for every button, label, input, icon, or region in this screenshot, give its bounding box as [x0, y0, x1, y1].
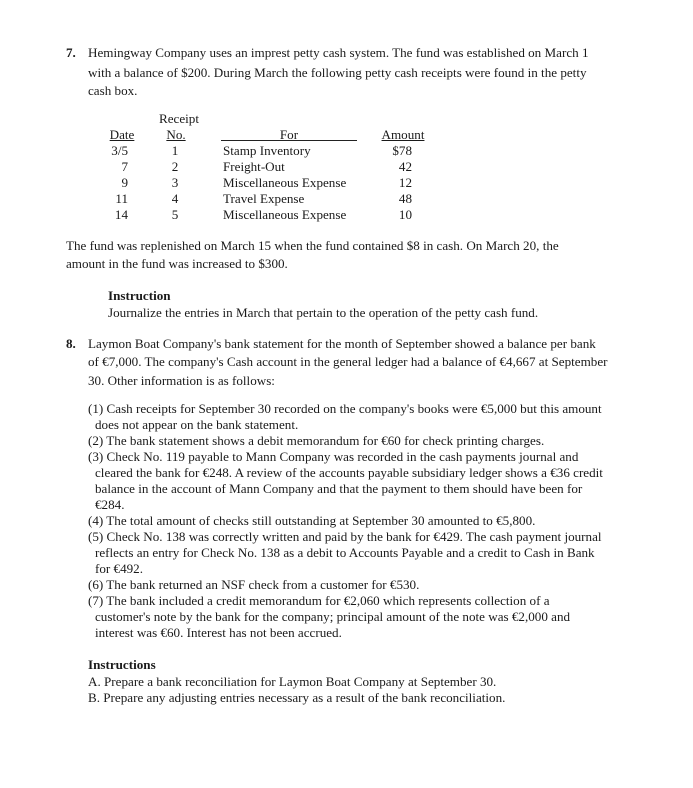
cell-date: 14: [114, 207, 128, 222]
item-line: (3) Check No. 119 payable to Mann Company was recorded in the cash payments journal and: [88, 449, 579, 464]
cell-no: 1: [171, 143, 179, 158]
item-line: (5) Check No. 138 was correctly written and paid by the bank for €429. The cash payment journal: [88, 529, 602, 544]
item-line: (6) The bank returned an NSF check from a customer for €530.: [88, 577, 420, 592]
intro-line: Laymon Boat Company's bank statement for the month of September showed a balance per bank: [88, 336, 596, 351]
cell-no: 2: [171, 159, 179, 174]
cell-for: Miscellaneous Expense: [223, 175, 347, 190]
header-date: Date: [109, 127, 135, 142]
item-line: (1) Cash receipts for September 30 recorded on the company's books were €5,000 but this amount: [88, 401, 602, 416]
intro-line: with a balance of $200. During March the following petty cash receipts were found in the petty: [88, 65, 587, 80]
cell-for: Freight-Out: [223, 159, 285, 174]
cell-date: 9: [121, 175, 128, 190]
cell-no: 3: [171, 175, 179, 190]
instruction-a: A. Prepare a bank reconciliation for Laymon Boat Company at September 30.: [88, 674, 497, 689]
cell-date: 11: [115, 191, 128, 206]
item-line: balance in the account of Mann Company and that the payment to them should have been for: [95, 481, 583, 496]
item-line: does not appear on the bank statement.: [95, 417, 299, 432]
header-no: No.: [166, 127, 186, 142]
cell-amount: 48: [398, 191, 412, 206]
item-line: €284.: [95, 497, 125, 512]
cell-no: 4: [171, 191, 179, 206]
cell-amount: 42: [398, 159, 412, 174]
cell-amount: 12: [398, 175, 412, 190]
cell-for: Miscellaneous Expense: [223, 207, 347, 222]
intro-line: cash box.: [88, 83, 138, 98]
instruction-b: B. Prepare any adjusting entries necessary as a result of the bank reconciliation.: [88, 690, 506, 705]
replenish-line: The fund was replenished on March 15 when the fund contained $8 in cash. On March 20, the: [66, 238, 559, 253]
header-amount: Amount: [381, 127, 425, 142]
item-line: (4) The total amount of checks still outstanding at September 30 amounted to €5,800.: [88, 513, 536, 528]
cell-amount: 10: [398, 207, 412, 222]
question-number: 8.: [66, 336, 76, 351]
header-for: For: [279, 127, 299, 142]
cell-date: 3/5: [111, 143, 128, 158]
item-line: (7) The bank included a credit memorandum for €2,060 which represents collection of a: [88, 593, 550, 608]
header-receipt: Receipt: [159, 111, 199, 126]
cell-date: 7: [121, 159, 128, 174]
item-line: customer's note by the bank for the company; principal amount of the note was €2,000 and: [95, 609, 571, 624]
item-line: interest was €60. Interest has not been accrued.: [95, 625, 342, 640]
cell-for: Stamp Inventory: [223, 143, 311, 158]
question-number: 7.: [66, 45, 76, 60]
replenish-line: amount in the fund was increased to $300.: [66, 256, 288, 271]
intro-line: 30. Other information is as follows:: [88, 373, 275, 388]
instruction-heading: Instruction: [108, 288, 171, 303]
item-line: cleared the bank for €248. A review of the accounts payable subsidiary ledger shows a €36 credit: [95, 465, 603, 480]
cell-amount: $78: [392, 143, 412, 158]
intro-line: of €7,000. The company's Cash account in the general ledger had a balance of €4,667 at September: [88, 354, 608, 369]
cell-no: 5: [171, 207, 179, 222]
item-line: (2) The bank statement shows a debit memorandum for €60 for check printing charges.: [88, 433, 545, 448]
cell-for: Travel Expense: [223, 191, 305, 206]
intro-line: Hemingway Company uses an imprest petty cash system. The fund was established on March 1: [88, 45, 589, 60]
item-line: reflects an entry for Check No. 138 as a debit to Accounts Payable and a credit to Cash in Bank: [95, 545, 595, 560]
item-line: for €492.: [95, 561, 144, 576]
instructions-heading: Instructions: [88, 657, 156, 672]
instruction-text: Journalize the entries in March that pertain to the operation of the petty cash fund.: [108, 305, 539, 320]
